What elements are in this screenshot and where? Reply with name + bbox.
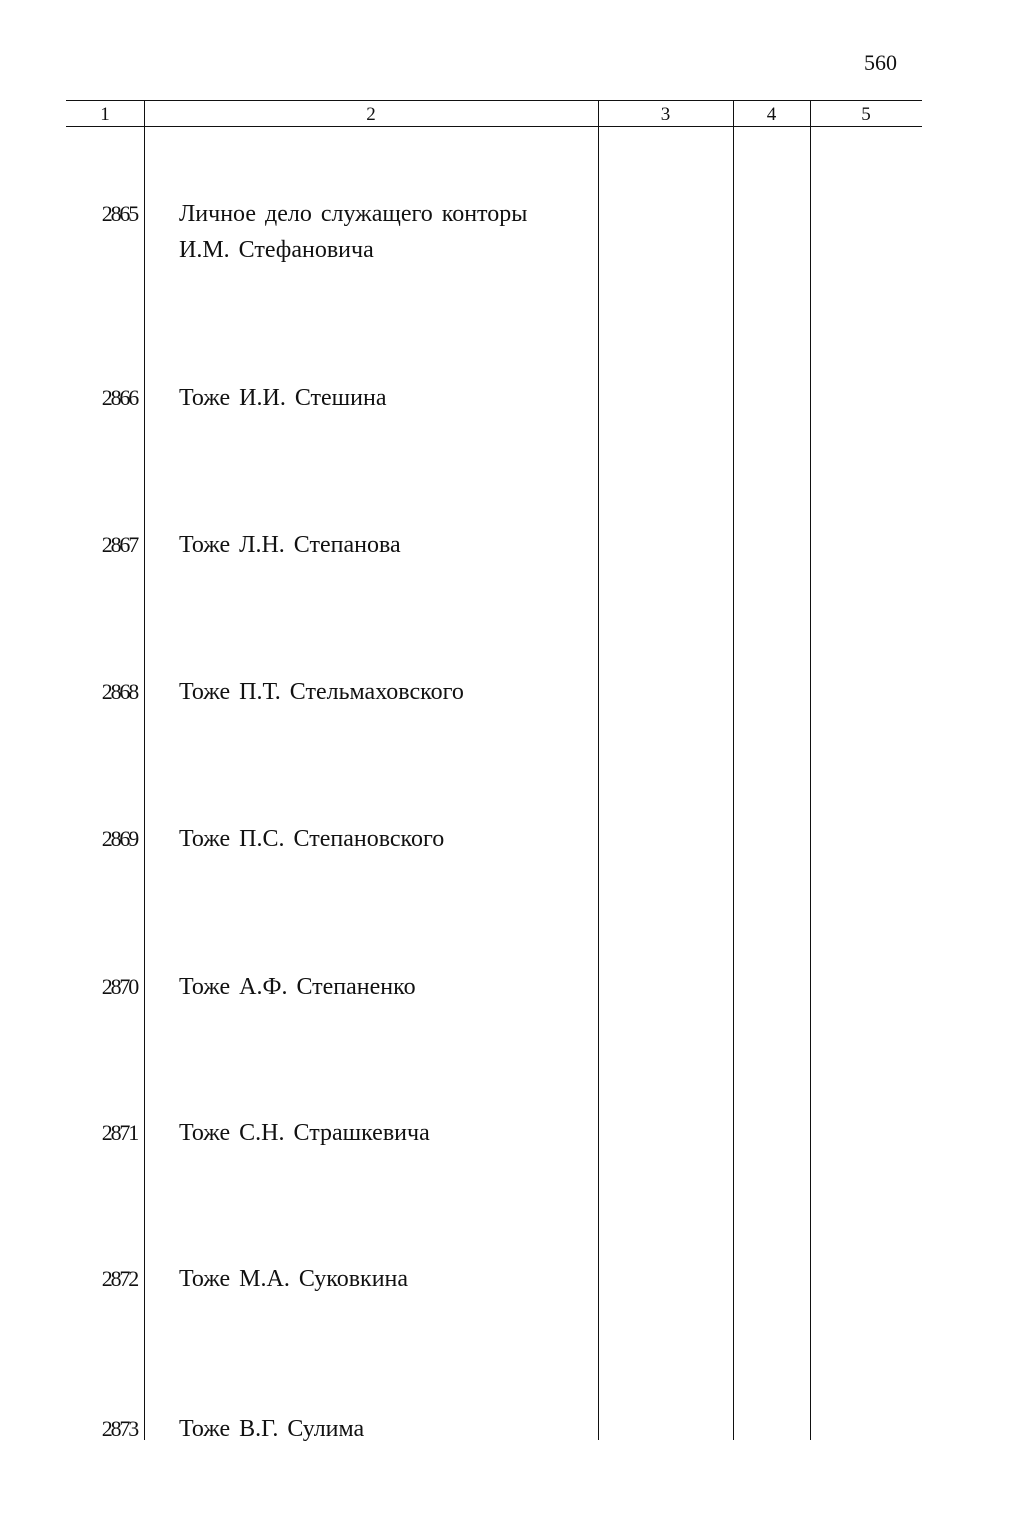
column-divider-1 xyxy=(144,100,145,1440)
row-description: Тоже И.И. Стешина xyxy=(179,385,387,411)
row-number: 2869 xyxy=(101,826,137,851)
column-divider-2 xyxy=(598,100,599,1440)
row-number: 2865 xyxy=(101,201,137,226)
row-number: 2872 xyxy=(101,1266,137,1291)
table-top-rule xyxy=(66,100,922,101)
column-header-2: 2 xyxy=(366,104,376,125)
column-header-3: 3 xyxy=(660,104,671,125)
row-number: 2871 xyxy=(101,1120,137,1145)
row-description: Тоже А.Ф. Степаненко xyxy=(179,974,416,1000)
row-description: Личное дело служащего конторы И.М. Стефановича xyxy=(179,201,528,263)
column-header-4: 4 xyxy=(766,104,777,125)
row-number: 2866 xyxy=(101,385,137,410)
row-number: 2867 xyxy=(101,532,137,557)
row-number: 2873 xyxy=(101,1416,137,1441)
row-number: 2870 xyxy=(101,974,137,999)
page-number: 560 xyxy=(864,50,897,75)
row-number: 2868 xyxy=(101,679,137,704)
column-divider-4 xyxy=(810,100,811,1440)
row-description: Тоже М.А. Суковкина xyxy=(179,1266,409,1292)
column-header-1: 1 xyxy=(100,104,110,125)
column-divider-3 xyxy=(733,100,734,1440)
table-header-rule xyxy=(66,126,922,127)
row-description: Тоже В.Г. Сулима xyxy=(179,1416,365,1442)
row-description: Тоже С.Н. Страшкевича xyxy=(179,1120,430,1146)
column-header-5: 5 xyxy=(861,104,871,125)
row-description: Тоже П.С. Степановского xyxy=(179,826,445,852)
row-description: Тоже П.Т. Стельмаховского xyxy=(179,679,464,705)
row-description: Тоже Л.Н. Степанова xyxy=(179,532,401,558)
